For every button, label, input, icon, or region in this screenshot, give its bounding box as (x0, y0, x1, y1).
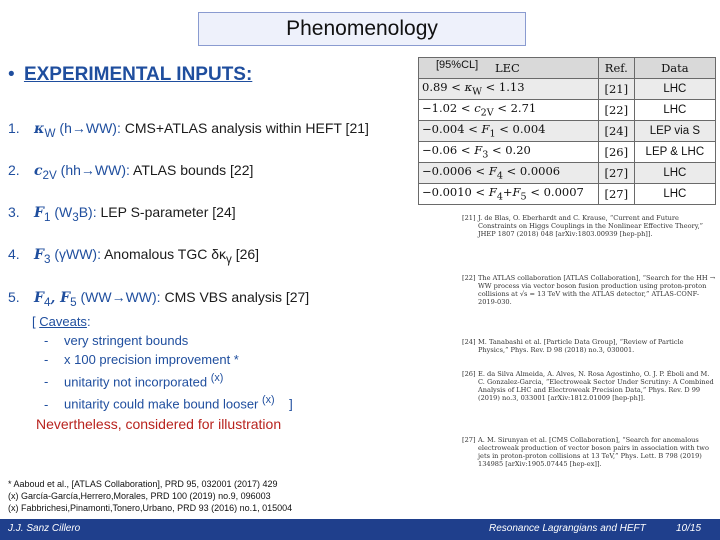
upper-bound: < 0.0006 (506, 164, 561, 179)
caveat-dash: - (44, 352, 49, 367)
footnote-references (8, 478, 292, 514)
data-cell: LHC (634, 163, 715, 184)
bound-range (419, 100, 599, 121)
item-description: ATLAS bounds [22] (129, 162, 254, 178)
caveat-text: unitarity not incorporated (64, 374, 208, 390)
table-row (419, 163, 716, 184)
input-item-3 (8, 204, 236, 224)
ref-cell: [21] (598, 79, 634, 100)
lec-symbol-sub: 4 (496, 191, 503, 203)
item-symbol-sub: 1 (43, 210, 51, 224)
lec-symbol-sub: 4 (496, 170, 503, 182)
item-description: CMS VBS analysis [27] (160, 289, 310, 305)
input-item-5 (8, 289, 309, 309)
arrow-icon: → (111, 289, 126, 305)
item-symbol-sub: W (44, 126, 56, 140)
reference-text: M. Tanabashi et al. [Particle Data Group], “Review of Particle Physics,” Phys. Rev. D 98 (2018) no.3, 030001. (478, 338, 684, 355)
data-cell: LHC (634, 184, 715, 205)
bound-range (419, 184, 599, 205)
section-heading (8, 64, 252, 86)
lower-bound: −0.06 < (422, 143, 471, 158)
arrow-icon: → (71, 120, 86, 136)
lec-symbol-2: +F (502, 185, 521, 200)
table-row (419, 142, 716, 163)
item-description: LEP S-parameter [24] (96, 204, 236, 220)
reference-number: [21] (462, 214, 476, 222)
reference-text: J. de Blas, O. Eberhardt and C. Krause, “Current and Future Constraints on Higgs Couplings in the Nonlinear Effective Theory,” JHEP 1807 (2018) 048 [arXiv:1803.00939 [hep-ph]]. (478, 214, 704, 239)
bound-range (419, 142, 599, 163)
footer-author: J.J. Sanz Cillero (8, 523, 81, 534)
item-description-end: [26] (231, 246, 260, 262)
lower-bound: −0.0010 < (422, 185, 486, 200)
ref-cell: [22] (598, 100, 634, 121)
caveat-footnote-mark: (x) (210, 372, 224, 384)
item-process-end: WW): (85, 120, 121, 136)
upper-bound: < 0.004 (499, 122, 546, 137)
arrow-icon: → (80, 162, 95, 178)
input-item-4 (8, 246, 259, 266)
caveats-heading (32, 312, 293, 331)
footer-talk-title: Resonance Lagrangians and HEFT (489, 523, 646, 534)
caveat-line (32, 350, 293, 369)
item-process-end: WW): (94, 162, 130, 178)
footnote-line: (x) García-García,Herrero,Morales, PRD 100 (2019) no.9, 096003 (8, 491, 271, 501)
footnote-line: (x) Fabbrichesi,Pinamonti,Tonero,Urbano, PRD 93 (2016) no.1, 015004 (8, 503, 293, 513)
section-bullet: • (8, 64, 15, 85)
upper-bound: < 2.71 (497, 101, 537, 116)
lower-bound: −0.004 < (422, 122, 478, 137)
lec-symbol: F (488, 185, 497, 200)
lec-symbol-2-sub: 5 (520, 191, 527, 203)
caveats-open-bracket: [ (32, 314, 40, 329)
item-symbol: c (34, 163, 43, 179)
item-number: 2. (8, 162, 20, 178)
lec-symbol: F (474, 143, 483, 158)
item-symbol-sub: 4 (43, 295, 51, 309)
lec-symbol: c (474, 101, 481, 116)
column-header-data: Data (634, 58, 715, 79)
data-cell: LEP & LHC (634, 142, 715, 163)
reference-number: [26] (462, 370, 476, 378)
caveat-line (32, 391, 293, 413)
caveat-dash: - (44, 396, 49, 412)
caveat-line (32, 331, 293, 350)
ref-cell: [27] (598, 163, 634, 184)
caveats-block (32, 312, 293, 414)
bound-range (419, 163, 599, 184)
data-cell: LHC (634, 100, 715, 121)
item-description: CMS+ATLAS analysis within HEFT [21] (120, 120, 369, 136)
item-process: (WW (76, 289, 112, 305)
reference-list-scan (462, 214, 716, 519)
lower-bound: 0.89 < (422, 80, 461, 95)
ref-cell: [24] (598, 121, 634, 142)
column-header-ref: Ref. (598, 58, 634, 79)
item-symbol-2-sub: 5 (70, 295, 77, 309)
footer-bar (0, 519, 720, 540)
item-number: 3. (8, 204, 20, 220)
reference-text: E. da Silva Almeida, A. Alves, N. Rosa Agostinho, O. J. P. Éboli and M. C. Gonzalez-Garcia, “Electroweak Sector Under Scrutiny: A Combined Analysis of LHC and Electroweak Precision Data,” Phys. Rev. D 99 (2019) no.3, 033001 [arXiv:1812.01009 [hep-ph]]. (478, 370, 714, 403)
bound-range (419, 121, 599, 142)
item-process-sub: 3 (72, 210, 79, 224)
item-description-sub: γ (226, 252, 232, 266)
item-symbol-sub: 3 (43, 252, 51, 266)
lec-symbol: F (481, 122, 490, 137)
caveat-dash: - (44, 374, 49, 390)
lec-symbol-sub: 1 (489, 128, 496, 140)
item-process-end: WW): (125, 289, 161, 305)
item-number: 5. (8, 289, 20, 305)
bound-range (419, 79, 599, 100)
caveats-colon: : (86, 314, 91, 329)
lower-bound: −1.02 < (422, 101, 471, 116)
column-header-lec: LEC (419, 58, 599, 79)
item-symbol: F (34, 205, 44, 221)
item-process: (h (55, 120, 72, 136)
slide-title: Phenomenology (198, 12, 526, 46)
item-symbol: F (34, 290, 44, 306)
caveat-dash: - (44, 333, 49, 348)
table-row (419, 79, 716, 100)
item-symbol-2: , F (50, 290, 71, 306)
reference-text: The ATLAS collaboration [ATLAS Collaboration], “Search for the HH → WW process via vector boson fusion production using proton-proton collisions at √s = 13 TeV with the ATLAS detector,” ATLAS-CONF-2019-030. (478, 274, 716, 307)
item-symbol: κ (34, 121, 45, 137)
nevertheless-note: Nevertheless, considered for illustration (36, 416, 282, 432)
caveat-text: unitarity could make bound looser (64, 396, 259, 412)
caveats-heading-text: Caveats (39, 314, 87, 329)
lec-symbol: κ (464, 80, 473, 95)
confidence-level-label: [95%CL] (436, 59, 479, 71)
caveat-line (32, 369, 293, 391)
reference-number: [27] (462, 436, 476, 444)
table-row (419, 100, 716, 121)
caveat-text: very stringent bounds (64, 333, 189, 348)
item-number: 1. (8, 120, 20, 136)
item-symbol-sub: 2V (42, 168, 57, 182)
data-cell: LEP via S (634, 121, 715, 142)
caveats-close-bracket: ] (274, 396, 293, 412)
lower-bound: −0.0006 < (422, 164, 486, 179)
section-title-text: EXPERIMENTAL INPUTS: (23, 64, 253, 85)
item-number: 4. (8, 246, 20, 262)
upper-bound: < 0.0007 (530, 185, 584, 200)
table-row (419, 184, 716, 205)
lec-symbol-sub: 3 (482, 149, 489, 161)
ref-cell: [26] (598, 142, 634, 163)
item-description: Anomalous TGC δκ (100, 246, 226, 262)
reference-number: [22] (462, 274, 476, 282)
input-item-1 (8, 120, 369, 140)
table-row (419, 121, 716, 142)
item-process: (hh (56, 162, 81, 178)
item-process: (γWW): (50, 246, 101, 262)
caveat-text: x 100 precision improvement * (64, 352, 239, 367)
item-process-end: B): (78, 204, 97, 220)
reference-text: A. M. Sirunyan et al. [CMS Collaboration], “Search for anomalous electroweak production of vector boson pairs in association with two jets in proton-proton collisions at 13 TeV,” Phys. Lett. B 798 (2019) 134985 [arXiv:1905.07445 [hep-ex]]. (478, 436, 709, 469)
lec-symbol-sub: 2V (480, 107, 494, 119)
lec-symbol: F (488, 164, 497, 179)
item-process: (W (50, 204, 73, 220)
lec-symbol-sub: W (472, 86, 482, 98)
data-cell: LHC (634, 79, 715, 100)
bounds-table (418, 57, 716, 205)
ref-cell: [27] (598, 184, 634, 205)
upper-bound: < 0.20 (491, 143, 531, 158)
input-item-2 (8, 162, 253, 182)
footnote-line: * Aaboud et al., [ATLAS Collaboration], PRD 95, 032001 (2017) 429 (8, 479, 278, 489)
page-number: 10/15 (676, 523, 702, 534)
caveat-footnote-mark: (x) (262, 394, 275, 407)
item-symbol: F (34, 247, 44, 263)
reference-number: [24] (462, 338, 476, 346)
upper-bound: < 1.13 (485, 80, 525, 95)
